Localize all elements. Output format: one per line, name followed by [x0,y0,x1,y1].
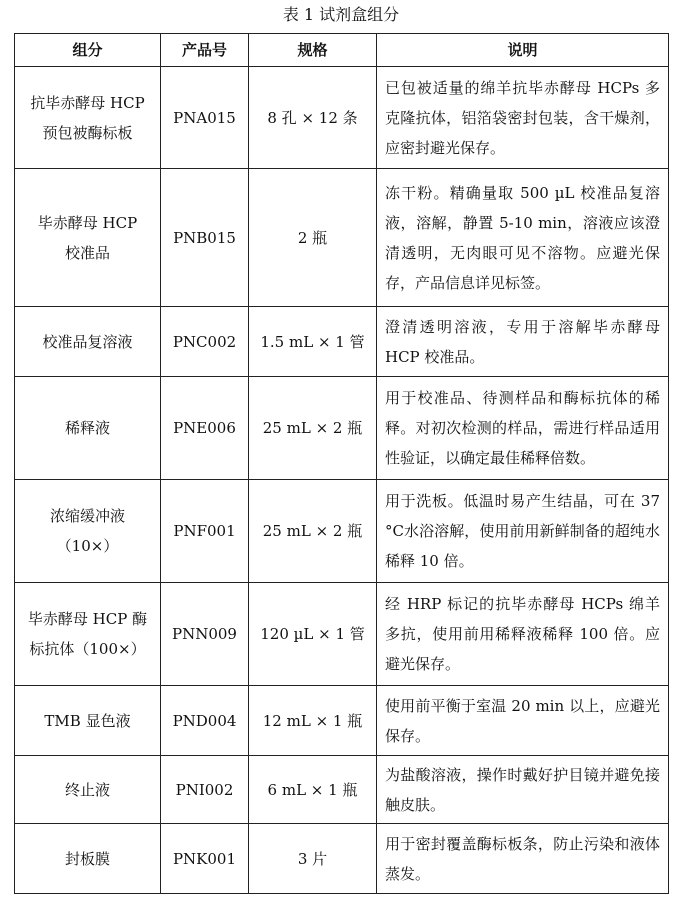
cell-code: PND004 [161,686,249,756]
header-code: 产品号 [161,34,249,67]
table-row [15,756,669,824]
header-component: 组分 [15,34,161,67]
cell-component: 终止液 [15,756,161,824]
cell-spec: 120 µL × 1 管 [249,583,377,686]
reagent-kit-table [14,33,669,894]
cell-spec: 25 mL × 2 瓶 [249,480,377,583]
cell-spec: 1.5 mL × 1 管 [249,307,377,377]
cell-component: 稀释液 [15,377,161,480]
cell-code: PNI002 [161,756,249,824]
cell-code: PNC002 [161,307,249,377]
header-spec: 规格 [249,34,377,67]
cell-spec: 25 mL × 2 瓶 [249,377,377,480]
cell-description: 用于洗板。低温时易产生结晶，可在 37 °C水浴溶解，使用前用新鲜制备的超纯水稀释 10 倍。 [377,480,669,583]
table-row [15,377,669,480]
cell-description: 已包被适量的绵羊抗毕赤酵母 HCPs 多克隆抗体，铝箔袋密封包装，含干燥剂，应密封避光保存。 [377,67,669,169]
table-row [15,169,669,307]
cell-component: 封板膜 [15,824,161,894]
table-row [15,480,669,583]
cell-component: 毕赤酵母 HCP 酶标抗体（100×） [15,583,161,686]
cell-description: 用于校准品、待测样品和酶标抗体的稀释。对初次检测的样品，需进行样品适用性验证，以确定最佳稀释倍数。 [377,377,669,480]
cell-code: PNK001 [161,824,249,894]
table-row [15,824,669,894]
cell-description: 经 HRP 标记的抗毕赤酵母 HCPs 绵羊多抗，使用前用稀释液稀释 100 倍。应避光保存。 [377,583,669,686]
cell-description: 冻干粉。精确量取 500 µL 校准品复溶液，溶解，静置 5-10 min，溶液应该澄清透明，无肉眼可见不溶物。应避光保存，产品信息详见标签。 [377,169,669,307]
cell-component: 校准品复溶液 [15,307,161,377]
cell-component: 毕赤酵母 HCP 校准品 [15,169,161,307]
table-caption: 表 1 试剂盒组分 [282,5,400,24]
cell-spec: 3 片 [249,824,377,894]
cell-spec: 8 孔 × 12 条 [249,67,377,169]
cell-description: 使用前平衡于室温 20 min 以上，应避光保存。 [377,686,669,756]
cell-code: PNB015 [161,169,249,307]
table-header-row [15,34,669,67]
cell-code: PNN009 [161,583,249,686]
cell-description: 澄清透明溶液，专用于溶解毕赤酵母 HCP 校准品。 [377,307,669,377]
cell-spec: 12 mL × 1 瓶 [249,686,377,756]
header-description: 说明 [377,34,669,67]
cell-component: 浓缩缓冲液（10×） [15,480,161,583]
table-row [15,67,669,169]
cell-spec: 6 mL × 1 瓶 [249,756,377,824]
cell-code: PNE006 [161,377,249,480]
cell-code: PNF001 [161,480,249,583]
table-row [15,583,669,686]
cell-description: 用于密封覆盖酶标板条，防止污染和液体蒸发。 [377,824,669,894]
cell-spec: 2 瓶 [249,169,377,307]
table-row [15,307,669,377]
cell-component: 抗毕赤酵母 HCP 预包被酶标板 [15,67,161,169]
table-row [15,686,669,756]
cell-component: TMB 显色液 [15,686,161,756]
cell-description: 为盐酸溶液，操作时戴好护目镜并避免接触皮肤。 [377,756,669,824]
cell-code: PNA015 [161,67,249,169]
